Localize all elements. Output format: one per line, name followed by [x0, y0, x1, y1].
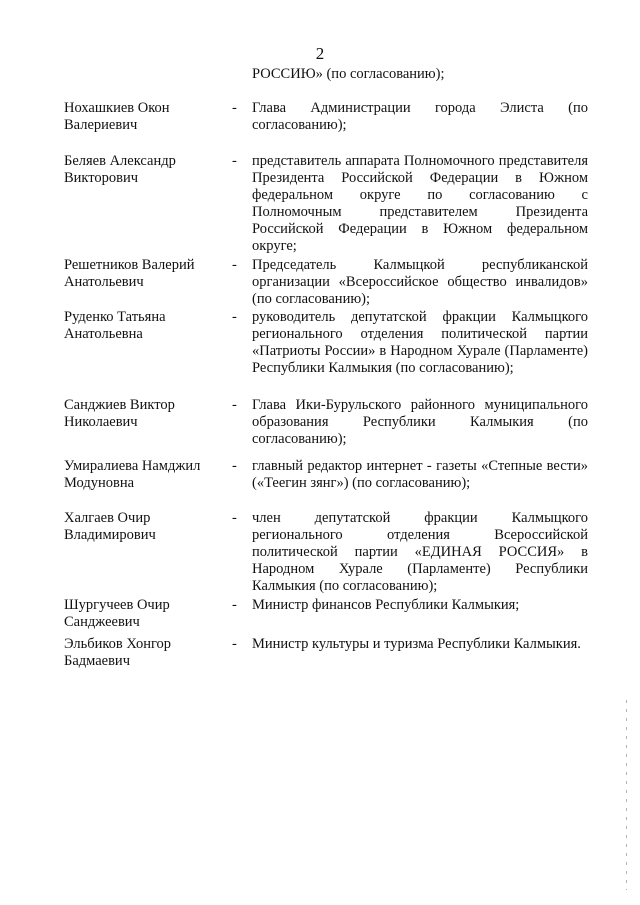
- separator-dash: -: [232, 309, 237, 325]
- member-patronymic: Бадмаевич: [64, 653, 130, 669]
- separator-dash: -: [232, 510, 237, 526]
- member-surname-first: Решетников Валерий: [64, 257, 195, 273]
- continuation-text: РОССИЮ» (по согласованию);: [252, 66, 445, 82]
- member-name: [64, 510, 224, 544]
- member-surname-first: Беляев Александр: [64, 153, 176, 169]
- member-surname-first: Руденко Татьяна: [64, 309, 166, 325]
- member-surname-first: Халгаев Очир: [64, 510, 151, 526]
- member-patronymic: Модуновна: [64, 475, 135, 491]
- separator-dash: -: [232, 153, 237, 169]
- separator-dash: -: [232, 458, 237, 474]
- member-name: [64, 636, 224, 670]
- scan-edge-artifact: [626, 700, 627, 890]
- member-surname-first: Санджиев Виктор: [64, 397, 175, 413]
- member-name: [64, 458, 224, 492]
- separator-dash: -: [232, 597, 237, 613]
- member-name: [64, 153, 224, 187]
- member-patronymic: Анатольевич: [64, 274, 144, 290]
- member-role: руководитель депутатской фракции Калмыцкого регионального отделения политической партии «Патриоты России» в Народном Хурале (Парламенте) Республики Калмыкия (по согласованию);: [252, 309, 588, 376]
- member-role: представитель аппарата Полномочного представителя Президента Российской Федерации в Южном федеральном округе по согласованию с Полномочным представителем Президента Российской Федерации в Южном федеральном округе;: [252, 153, 588, 254]
- member-name: [64, 100, 224, 134]
- member-patronymic: Владимирович: [64, 527, 156, 543]
- separator-dash: -: [232, 100, 237, 116]
- member-surname-first: Умиралиева Намджил: [64, 458, 201, 474]
- member-role: Председатель Калмыцкой республиканской организации «Всероссийское общество инвалидов» (по согласованию);: [252, 257, 588, 307]
- member-role: главный редактор интернет - газеты «Степные вести» («Теегин зянг») (по согласованию);: [252, 458, 588, 491]
- member-name: [64, 257, 224, 291]
- member-role: Глава Администрации города Элиста (по согласованию);: [252, 100, 588, 133]
- member-patronymic: Санджеевич: [64, 614, 140, 630]
- member-role: Министр финансов Республики Калмыкия;: [252, 597, 520, 613]
- separator-dash: -: [232, 636, 237, 652]
- member-surname-first: Нохашкиев Окон: [64, 100, 170, 116]
- member-name: [64, 597, 224, 631]
- member-patronymic: Валериевич: [64, 117, 138, 133]
- member-name: [64, 397, 224, 431]
- member-role: Глава Ики-Бурульского районного муниципального образования Республики Калмыкия (по согласованию);: [252, 397, 588, 447]
- member-surname-first: Шургучеев Очир: [64, 597, 170, 613]
- member-patronymic: Николаевич: [64, 414, 138, 430]
- page-number: 2: [315, 44, 325, 63]
- separator-dash: -: [232, 397, 237, 413]
- member-name: [64, 309, 224, 343]
- member-patronymic: Викторович: [64, 170, 139, 186]
- member-patronymic: Анатольевна: [64, 326, 143, 342]
- separator-dash: -: [232, 257, 237, 273]
- member-role: Министр культуры и туризма Республики Калмыкия.: [252, 636, 581, 652]
- member-surname-first: Эльбиков Хонгор: [64, 636, 172, 652]
- member-role: член депутатской фракции Калмыцкого регионального отделения Всероссийской политической партии «ЕДИНАЯ РОССИЯ» в Народном Хурале (Парламенте) Республики Калмыкия (по согласованию);: [252, 510, 588, 594]
